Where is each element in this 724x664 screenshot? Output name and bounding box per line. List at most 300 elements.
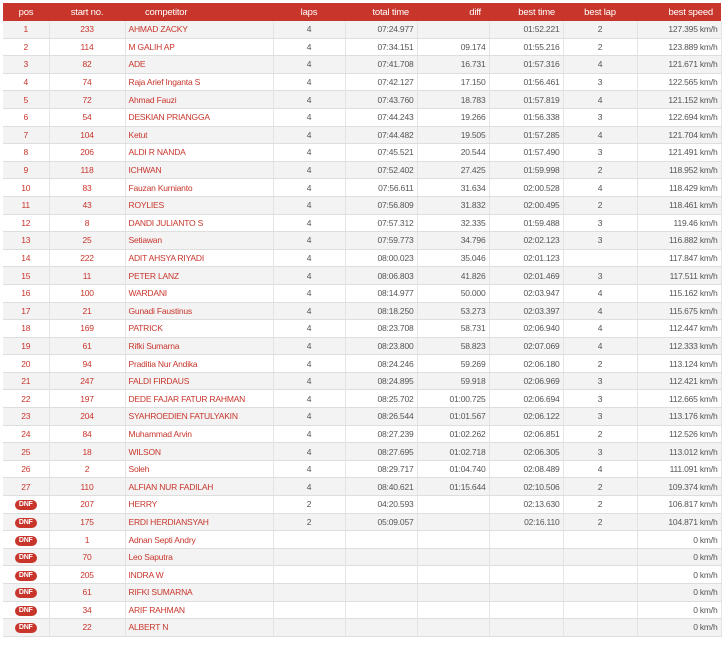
pos-cell — [3, 513, 49, 531]
best-speed-cell: 106.817 km/h — [637, 496, 721, 514]
table-row[interactable] — [3, 531, 721, 549]
table-row[interactable] — [3, 38, 721, 56]
best-lap-cell: 4 — [563, 179, 637, 197]
start-no-cell: 74 — [49, 73, 125, 91]
best-speed-cell: 0 km/h — [637, 619, 721, 637]
best-time-cell: 02:16.110 — [489, 513, 563, 531]
best-time-cell: 02:06.851 — [489, 425, 563, 443]
competitor-link[interactable]: Rifki Sumarna — [125, 337, 273, 355]
best-time-cell: 01:56.461 — [489, 73, 563, 91]
pos-cell — [3, 566, 49, 584]
start-no-cell: 18 — [49, 443, 125, 461]
table-row[interactable] — [3, 214, 721, 232]
diff-cell: 20.544 — [417, 144, 489, 162]
competitor-link[interactable]: Leo Saputra — [125, 548, 273, 566]
start-no-cell: 61 — [49, 337, 125, 355]
competitor-link[interactable]: DESKIAN PRIANGGA — [125, 108, 273, 126]
competitor-link[interactable]: Fauzan Kurnianto — [125, 179, 273, 197]
laps-cell: 4 — [273, 267, 345, 285]
start-no-cell: 104 — [49, 126, 125, 144]
start-no-cell: 114 — [49, 38, 125, 56]
header-row — [3, 3, 721, 21]
pos-cell: 4 — [3, 73, 49, 91]
pos-cell: 21 — [3, 372, 49, 390]
total-time-cell: 05:09.057 — [345, 513, 417, 531]
total-time-cell: 08:06.803 — [345, 267, 417, 285]
start-no-cell: 84 — [49, 425, 125, 443]
best-speed-cell: 0 km/h — [637, 531, 721, 549]
table-row[interactable] — [3, 443, 721, 461]
total-time-cell: 08:24.246 — [345, 355, 417, 373]
total-time-cell: 08:27.695 — [345, 443, 417, 461]
competitor-link[interactable]: Gunadi Faustinus — [125, 302, 273, 320]
competitor-link[interactable]: PETER LANZ — [125, 267, 273, 285]
col-header-total-time[interactable]: total time — [345, 3, 417, 21]
pos-cell — [3, 496, 49, 514]
competitor-link[interactable]: SYAHROEDIEN FATULYAKIN — [125, 408, 273, 426]
table-row[interactable] — [3, 566, 721, 584]
laps-cell: 4 — [273, 302, 345, 320]
total-time-cell: 07:41.708 — [345, 56, 417, 74]
pos-cell: 22 — [3, 390, 49, 408]
competitor-link[interactable]: Soleh — [125, 460, 273, 478]
table-row[interactable] — [3, 91, 721, 109]
best-speed-cell: 0 km/h — [637, 601, 721, 619]
competitor-link[interactable]: DEDE FAJAR FATUR RAHMAN — [125, 390, 273, 408]
pos-cell: 7 — [3, 126, 49, 144]
pos-cell: 5 — [3, 91, 49, 109]
diff-cell — [417, 619, 489, 637]
best-time-cell: 02:06.694 — [489, 390, 563, 408]
dnf-badge: DNF — [15, 588, 37, 598]
best-lap-cell — [563, 249, 637, 267]
col-header-pos[interactable]: pos — [3, 3, 49, 21]
pos-cell — [3, 531, 49, 549]
laps-cell: 4 — [273, 56, 345, 74]
competitor-link[interactable]: Ahmad Fauzi — [125, 91, 273, 109]
total-time-cell: 07:56.611 — [345, 179, 417, 197]
diff-cell: 01:04.740 — [417, 460, 489, 478]
laps-cell: 4 — [273, 196, 345, 214]
table-row[interactable] — [3, 232, 721, 250]
best-speed-cell: 113.012 km/h — [637, 443, 721, 461]
best-lap-cell — [563, 601, 637, 619]
start-no-cell: 22 — [49, 619, 125, 637]
diff-cell: 01:02.262 — [417, 425, 489, 443]
best-lap-cell: 4 — [563, 56, 637, 74]
diff-cell: 17.150 — [417, 73, 489, 91]
best-speed-cell: 121.152 km/h — [637, 91, 721, 109]
diff-cell: 53.273 — [417, 302, 489, 320]
pos-cell: 17 — [3, 302, 49, 320]
start-no-cell: 43 — [49, 196, 125, 214]
best-time-cell: 02:08.489 — [489, 460, 563, 478]
total-time-cell: 08:00.023 — [345, 249, 417, 267]
results-body — [3, 21, 721, 636]
diff-cell: 19.505 — [417, 126, 489, 144]
best-time-cell — [489, 619, 563, 637]
best-time-cell: 02:01.469 — [489, 267, 563, 285]
laps-cell: 4 — [273, 144, 345, 162]
pos-cell: 27 — [3, 478, 49, 496]
competitor-link[interactable]: ARIF RAHMAN — [125, 601, 273, 619]
best-speed-cell: 117.847 km/h — [637, 249, 721, 267]
laps-cell: 4 — [273, 284, 345, 302]
diff-cell: 01:00.725 — [417, 390, 489, 408]
diff-cell — [417, 21, 489, 38]
laps-cell: 4 — [273, 73, 345, 91]
pos-cell: 15 — [3, 267, 49, 285]
competitor-link[interactable]: DANDI JULIANTO S — [125, 214, 273, 232]
best-lap-cell: 2 — [563, 496, 637, 514]
competitor-link[interactable]: Praditia Nur Andika — [125, 355, 273, 373]
best-time-cell: 02:00.495 — [489, 196, 563, 214]
col-header-diff[interactable]: diff — [417, 3, 489, 21]
pos-cell: 3 — [3, 56, 49, 74]
diff-cell: 59.269 — [417, 355, 489, 373]
start-no-cell: 206 — [49, 144, 125, 162]
total-time-cell: 08:14.977 — [345, 284, 417, 302]
competitor-link[interactable]: WILSON — [125, 443, 273, 461]
best-speed-cell: 122.694 km/h — [637, 108, 721, 126]
table-row[interactable] — [3, 179, 721, 197]
results-table-container — [3, 3, 721, 637]
diff-cell — [417, 513, 489, 531]
competitor-link[interactable]: INDRA W — [125, 566, 273, 584]
table-row[interactable] — [3, 302, 721, 320]
pos-cell: 18 — [3, 320, 49, 338]
best-speed-cell: 112.447 km/h — [637, 320, 721, 338]
start-no-cell: 70 — [49, 548, 125, 566]
table-row[interactable] — [3, 144, 721, 162]
laps-cell — [273, 531, 345, 549]
col-header-best-lap[interactable]: best lap — [563, 3, 637, 21]
total-time-cell — [345, 584, 417, 602]
best-lap-cell: 3 — [563, 372, 637, 390]
total-time-cell: 08:18.250 — [345, 302, 417, 320]
pos-cell: 20 — [3, 355, 49, 373]
best-speed-cell: 117.511 km/h — [637, 267, 721, 285]
diff-cell: 19.266 — [417, 108, 489, 126]
table-row[interactable] — [3, 161, 721, 179]
laps-cell: 4 — [273, 38, 345, 56]
best-speed-cell: 121.491 km/h — [637, 144, 721, 162]
table-row[interactable] — [3, 337, 721, 355]
best-time-cell: 01:57.490 — [489, 144, 563, 162]
laps-cell: 4 — [273, 355, 345, 373]
total-time-cell: 08:29.717 — [345, 460, 417, 478]
total-time-cell: 04:20.593 — [345, 496, 417, 514]
competitor-link[interactable]: ADE — [125, 56, 273, 74]
laps-cell: 2 — [273, 513, 345, 531]
competitor-link[interactable]: ALBERT N — [125, 619, 273, 637]
table-row[interactable] — [3, 108, 721, 126]
best-lap-cell: 2 — [563, 513, 637, 531]
best-time-cell: 02:06.940 — [489, 320, 563, 338]
best-lap-cell: 2 — [563, 196, 637, 214]
start-no-cell: 197 — [49, 390, 125, 408]
best-speed-cell: 118.952 km/h — [637, 161, 721, 179]
diff-cell: 09.174 — [417, 38, 489, 56]
competitor-link[interactable]: ALDI R NANDA — [125, 144, 273, 162]
laps-cell — [273, 619, 345, 637]
pos-cell: 26 — [3, 460, 49, 478]
best-time-cell: 02:02.123 — [489, 232, 563, 250]
col-header-start-no[interactable]: start no. — [49, 3, 125, 21]
pos-cell: 1 — [3, 21, 49, 38]
table-row[interactable] — [3, 249, 721, 267]
best-time-cell: 01:59.998 — [489, 161, 563, 179]
start-no-cell: 204 — [49, 408, 125, 426]
best-lap-cell: 2 — [563, 425, 637, 443]
best-time-cell: 02:00.528 — [489, 179, 563, 197]
total-time-cell: 08:23.708 — [345, 320, 417, 338]
table-row[interactable] — [3, 619, 721, 637]
laps-cell: 4 — [273, 408, 345, 426]
diff-cell: 01:15.644 — [417, 478, 489, 496]
best-speed-cell: 115.162 km/h — [637, 284, 721, 302]
pos-cell: 16 — [3, 284, 49, 302]
total-time-cell: 08:25.702 — [345, 390, 417, 408]
table-row[interactable] — [3, 478, 721, 496]
best-lap-cell: 3 — [563, 108, 637, 126]
best-time-cell: 02:10.506 — [489, 478, 563, 496]
best-time-cell: 02:06.122 — [489, 408, 563, 426]
total-time-cell: 08:26.544 — [345, 408, 417, 426]
laps-cell: 4 — [273, 108, 345, 126]
diff-cell — [417, 566, 489, 584]
table-row[interactable] — [3, 513, 721, 531]
total-time-cell — [345, 601, 417, 619]
start-no-cell: 82 — [49, 56, 125, 74]
start-no-cell: 54 — [49, 108, 125, 126]
best-lap-cell: 4 — [563, 460, 637, 478]
competitor-link[interactable]: Ketut — [125, 126, 273, 144]
best-speed-cell: 109.374 km/h — [637, 478, 721, 496]
diff-cell: 35.046 — [417, 249, 489, 267]
best-lap-cell: 4 — [563, 337, 637, 355]
col-header-competitor[interactable]: competitor — [125, 3, 273, 21]
best-lap-cell: 4 — [563, 320, 637, 338]
best-lap-cell: 3 — [563, 443, 637, 461]
diff-cell: 31.634 — [417, 179, 489, 197]
competitor-link[interactable]: PATRICK — [125, 320, 273, 338]
table-row[interactable] — [3, 267, 721, 285]
table-row[interactable] — [3, 460, 721, 478]
table-row[interactable] — [3, 73, 721, 91]
competitor-link[interactable]: AHMAD ZACKY — [125, 21, 273, 38]
competitor-link[interactable]: Muhammad Arvin — [125, 425, 273, 443]
best-lap-cell — [563, 548, 637, 566]
diff-cell: 18.783 — [417, 91, 489, 109]
start-no-cell: 72 — [49, 91, 125, 109]
competitor-link[interactable]: ALFIAN NUR FADILAH — [125, 478, 273, 496]
best-time-cell — [489, 548, 563, 566]
start-no-cell: 207 — [49, 496, 125, 514]
best-lap-cell: 3 — [563, 73, 637, 91]
total-time-cell: 07:52.402 — [345, 161, 417, 179]
table-row[interactable] — [3, 425, 721, 443]
table-row[interactable] — [3, 320, 721, 338]
total-time-cell: 07:44.243 — [345, 108, 417, 126]
total-time-cell: 07:34.151 — [345, 38, 417, 56]
competitor-link[interactable]: ERDI HERDIANSYAH — [125, 513, 273, 531]
laps-cell: 4 — [273, 372, 345, 390]
competitor-link[interactable]: M GALIH AP — [125, 38, 273, 56]
best-time-cell: 01:55.216 — [489, 38, 563, 56]
best-time-cell: 02:03.947 — [489, 284, 563, 302]
total-time-cell: 07:57.312 — [345, 214, 417, 232]
best-lap-cell: 3 — [563, 408, 637, 426]
diff-cell — [417, 584, 489, 602]
laps-cell: 4 — [273, 478, 345, 496]
diff-cell: 31.832 — [417, 196, 489, 214]
best-lap-cell: 2 — [563, 38, 637, 56]
best-speed-cell: 0 km/h — [637, 584, 721, 602]
table-row[interactable] — [3, 126, 721, 144]
pos-cell — [3, 548, 49, 566]
competitor-link[interactable]: Adnan Septi Andry — [125, 531, 273, 549]
best-speed-cell: 0 km/h — [637, 566, 721, 584]
laps-cell: 4 — [273, 390, 345, 408]
dnf-badge: DNF — [15, 623, 37, 633]
best-time-cell: 02:06.305 — [489, 443, 563, 461]
pos-cell: 23 — [3, 408, 49, 426]
laps-cell: 4 — [273, 425, 345, 443]
table-row[interactable] — [3, 408, 721, 426]
laps-cell — [273, 584, 345, 602]
table-row[interactable] — [3, 355, 721, 373]
best-time-cell — [489, 531, 563, 549]
best-speed-cell: 116.882 km/h — [637, 232, 721, 250]
best-time-cell: 01:56.338 — [489, 108, 563, 126]
best-lap-cell: 4 — [563, 91, 637, 109]
best-lap-cell — [563, 584, 637, 602]
best-time-cell: 01:57.285 — [489, 126, 563, 144]
best-time-cell: 02:13.630 — [489, 496, 563, 514]
table-row[interactable] — [3, 196, 721, 214]
table-row[interactable] — [3, 601, 721, 619]
best-speed-cell: 127.395 km/h — [637, 21, 721, 38]
diff-cell: 58.823 — [417, 337, 489, 355]
table-row[interactable] — [3, 548, 721, 566]
best-time-cell: 02:06.180 — [489, 355, 563, 373]
table-row[interactable] — [3, 372, 721, 390]
laps-cell: 4 — [273, 161, 345, 179]
laps-cell — [273, 601, 345, 619]
competitor-link[interactable]: ICHWAN — [125, 161, 273, 179]
total-time-cell: 07:24.977 — [345, 21, 417, 38]
total-time-cell: 08:24.895 — [345, 372, 417, 390]
laps-cell: 4 — [273, 126, 345, 144]
table-row[interactable] — [3, 390, 721, 408]
total-time-cell — [345, 531, 417, 549]
diff-cell — [417, 496, 489, 514]
best-speed-cell: 118.461 km/h — [637, 196, 721, 214]
diff-cell — [417, 531, 489, 549]
best-time-cell — [489, 566, 563, 584]
total-time-cell: 07:43.760 — [345, 91, 417, 109]
pos-cell: 19 — [3, 337, 49, 355]
best-lap-cell: 3 — [563, 214, 637, 232]
best-speed-cell: 112.526 km/h — [637, 425, 721, 443]
competitor-link[interactable]: HERRY — [125, 496, 273, 514]
col-header-best-time[interactable]: best time — [489, 3, 563, 21]
pos-cell: 9 — [3, 161, 49, 179]
start-no-cell: 233 — [49, 21, 125, 38]
start-no-cell: 247 — [49, 372, 125, 390]
best-lap-cell — [563, 531, 637, 549]
col-header-laps[interactable]: laps — [273, 3, 345, 21]
start-no-cell: 83 — [49, 179, 125, 197]
best-speed-cell: 123.889 km/h — [637, 38, 721, 56]
start-no-cell: 100 — [49, 284, 125, 302]
start-no-cell: 205 — [49, 566, 125, 584]
competitor-link[interactable]: RIFKI SUMARNA — [125, 584, 273, 602]
best-speed-cell: 115.675 km/h — [637, 302, 721, 320]
laps-cell: 4 — [273, 179, 345, 197]
col-header-best-speed[interactable]: best speed — [637, 3, 721, 21]
table-row[interactable] — [3, 584, 721, 602]
pos-cell: 10 — [3, 179, 49, 197]
start-no-cell: 118 — [49, 161, 125, 179]
competitor-link[interactable]: Setiawan — [125, 232, 273, 250]
start-no-cell: 222 — [49, 249, 125, 267]
total-time-cell: 07:42.127 — [345, 73, 417, 91]
best-time-cell: 01:59.488 — [489, 214, 563, 232]
total-time-cell — [345, 548, 417, 566]
dnf-badge: DNF — [15, 536, 37, 546]
competitor-link[interactable]: ROYLIES — [125, 196, 273, 214]
pos-cell: 6 — [3, 108, 49, 126]
pos-cell — [3, 619, 49, 637]
best-lap-cell: 3 — [563, 390, 637, 408]
competitor-link[interactable]: FALDI FIRDAUS — [125, 372, 273, 390]
start-no-cell: 175 — [49, 513, 125, 531]
laps-cell — [273, 548, 345, 566]
competitor-link[interactable]: ADIT AHSYA RIYADI — [125, 249, 273, 267]
start-no-cell: 11 — [49, 267, 125, 285]
best-lap-cell: 2 — [563, 355, 637, 373]
competitor-link[interactable]: Raja Arief Inganta S — [125, 73, 273, 91]
best-speed-cell: 118.429 km/h — [637, 179, 721, 197]
best-lap-cell: 4 — [563, 126, 637, 144]
start-no-cell: 110 — [49, 478, 125, 496]
diff-cell: 34.796 — [417, 232, 489, 250]
table-row[interactable] — [3, 21, 721, 38]
best-time-cell — [489, 601, 563, 619]
table-row[interactable] — [3, 56, 721, 74]
laps-cell: 4 — [273, 320, 345, 338]
dnf-badge: DNF — [15, 500, 37, 510]
table-row[interactable] — [3, 284, 721, 302]
diff-cell: 50.000 — [417, 284, 489, 302]
table-row[interactable] — [3, 496, 721, 514]
best-speed-cell: 112.665 km/h — [637, 390, 721, 408]
competitor-link[interactable]: WARDANI — [125, 284, 273, 302]
total-time-cell: 08:23.800 — [345, 337, 417, 355]
start-no-cell: 61 — [49, 584, 125, 602]
start-no-cell: 1 — [49, 531, 125, 549]
best-time-cell: 01:57.819 — [489, 91, 563, 109]
best-speed-cell: 113.176 km/h — [637, 408, 721, 426]
diff-cell: 27.425 — [417, 161, 489, 179]
dnf-badge: DNF — [15, 518, 37, 528]
start-no-cell: 2 — [49, 460, 125, 478]
best-speed-cell: 122.565 km/h — [637, 73, 721, 91]
total-time-cell: 07:45.521 — [345, 144, 417, 162]
total-time-cell: 08:40.621 — [345, 478, 417, 496]
